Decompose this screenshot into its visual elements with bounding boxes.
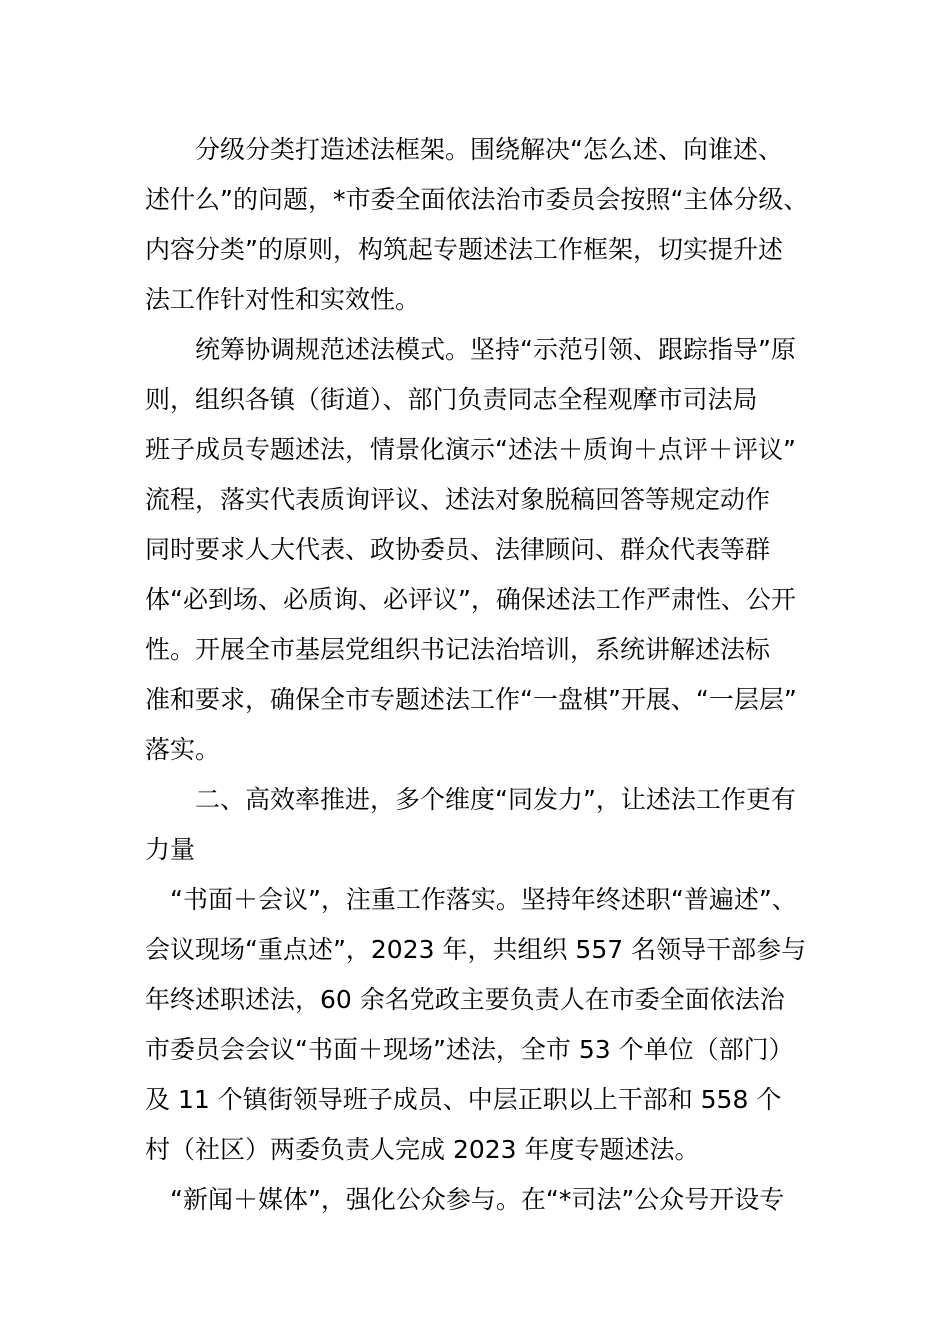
text-line: 体“必到场、必质询、必评议”，确保述法工作严肃性、公开: [145, 585, 796, 614]
text-line: 法工作针对性和实效性。: [145, 285, 421, 314]
text-line: 准和要求，确保全市专题述法工作“一盘棋”开展、“一层层”: [145, 685, 797, 714]
text-line: 述什么”的问题，*市委全面依法治市委员会按照“主体分级、: [145, 185, 809, 214]
text-line: 村（社区）两委负责人完成 2023 年度专题述法。: [145, 1135, 700, 1164]
text-line: 市委员会会议“书面＋现场”述法，全市 53 个单位（部门）: [145, 1035, 794, 1064]
text-line: “书面＋会议”，注重工作落实。坚持年终述职“普遍述”、: [170, 885, 797, 914]
text-line: 性。开展全市基层党组织书记法治培训，系统讲解述法标: [145, 635, 771, 664]
text-line: 则，组织各镇（街道）、部门负责同志全程观摩市司法局: [145, 385, 758, 414]
text-line: 年终述职述法，60 余名党政主要负责人在市委全面依法治: [145, 985, 785, 1014]
text-line: 内容分类”的原则，构筑起专题述法工作框架，切实提升述: [145, 235, 783, 264]
text-line: 落实。: [145, 735, 221, 764]
section-heading: 力量: [145, 835, 196, 864]
text-line: 同时要求人大代表、政协委员、法律顾问、群众代表等群: [145, 535, 771, 564]
text-line: 会议现场“重点述”，2023 年，共组织 557 名领导干部参与: [145, 935, 807, 964]
text-line: 班子成员专题述法，情景化演示“述法＋质询＋点评＋评议”: [145, 435, 796, 464]
section-heading: 二、高效率推进，多个维度“同发力”，让述法工作更有: [195, 785, 796, 814]
text-line: 及 11 个镇街领导班子成员、中层正职以上干部和 558 个: [145, 1085, 782, 1114]
text-line: “新闻＋媒体”，强化公众参与。在“*司法”公众号开设专: [170, 1185, 785, 1214]
text-line: 流程，落实代表质询评议、述法对象脱稿回答等规定动作: [145, 485, 771, 514]
text-line: 分级分类打造述法框架。围绕解决“怎么述、向谁述、: [195, 135, 783, 164]
text-line: 统筹协调规范述法模式。坚持“示范引领、跟踪指导”原: [195, 335, 796, 364]
